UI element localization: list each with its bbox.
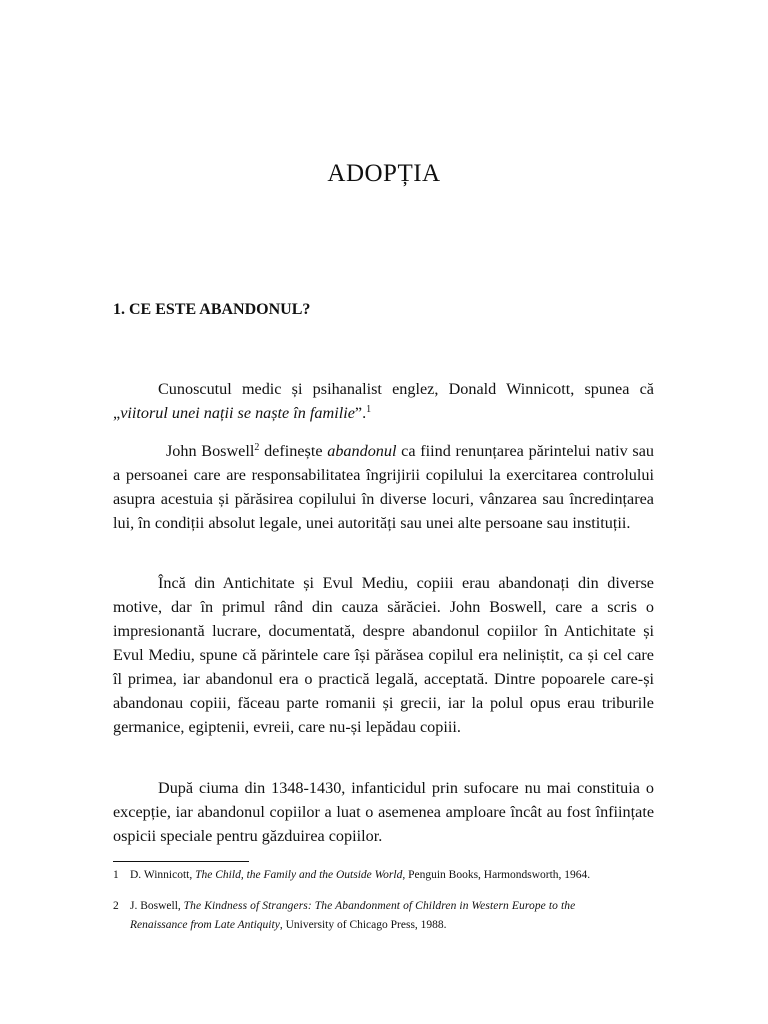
boswell-name: John Boswell xyxy=(166,442,255,460)
paragraph-winnicott xyxy=(113,377,654,425)
footnote-ref-1[interactable]: 1 xyxy=(366,404,372,415)
footnote-author: J. Boswell, xyxy=(130,900,184,912)
paragraph-boswell-definition xyxy=(113,439,654,535)
definition-verb: definește xyxy=(259,442,328,460)
footnote-1 xyxy=(113,866,654,885)
footnote-author: D. Winnicott, xyxy=(130,869,196,881)
footnote-publisher: , Penguin Books, Harmondsworth, 1964. xyxy=(402,869,591,881)
section-heading: 1. CE ESTE ABANDONUL? xyxy=(113,301,311,318)
footnote-book-title: The Child, the Family and the Outside World xyxy=(195,869,403,881)
antiquity-text: Încă din Antichitate și Evul Mediu, copiii erau abandonați din diverse motive, dar în primul rând din cauza sărăciei. John Boswell, care a scris o impresionantă lucrare, documentată, despre abandonul copiilor în Antichitate și Evul Mediu, spune că părintele care își părăsea copilul era neliniștit, ca și cel care îl primea, iar abandonul era o practică legală, acceptată. Dintre popoarele care-și abandonau copiii, făceau parte romanii și grecii, iar la polul opus erau triburile germanice, egiptenii, evreii, care nu-și lepădau copiii. xyxy=(113,574,654,736)
plague-text: După ciuma din 1348-1430, infanticidul prin sufocare nu mai constituia o excepție, iar abandonul copiilor a luat o asemenea amploare încât au fost înființate ospicii speciale pentru găzduirea copiilor. xyxy=(113,779,654,845)
footnote-divider xyxy=(113,861,249,862)
footnote-book-title-cont: Renaissance from Late Antiquity xyxy=(130,919,280,931)
quote-open: „ xyxy=(113,404,121,422)
page-title: ADOPȚIA xyxy=(327,160,441,187)
quote-close: ”. xyxy=(354,404,367,422)
footnote-book-title: The Kindness of Strangers: The Abandonment of Children in Western Europe to the xyxy=(183,900,576,912)
winnicott-quote: viitorul unei nații se naște în familie xyxy=(120,404,355,422)
footnote-number: 1 xyxy=(113,869,119,881)
paragraph-antiquity xyxy=(113,571,654,739)
paragraph-lead: Cunoscutul medic și psihanalist englez, Donald Winnicott, spunea că xyxy=(158,380,654,398)
abandon-term: abandonul xyxy=(327,442,397,460)
footnote-number: 2 xyxy=(113,900,119,912)
footnote-ref-2[interactable]: 2 xyxy=(254,442,260,453)
definition-text: ca fiind renunțarea părintelui nativ sau a persoanei care are responsabilitatea îngrijirii copilului la exercitarea controlului asupra acestuia și părăsirea copilului în diverse locuri, vânzarea sau încredințarea lui, în condiții absolut legale, unei autorități sau unei alte persoane sau instituții. xyxy=(113,442,654,532)
footnote-2 xyxy=(113,897,654,935)
footnote-publisher: , University of Chicago Press, 1988. xyxy=(279,919,447,931)
paragraph-plague xyxy=(113,776,654,848)
